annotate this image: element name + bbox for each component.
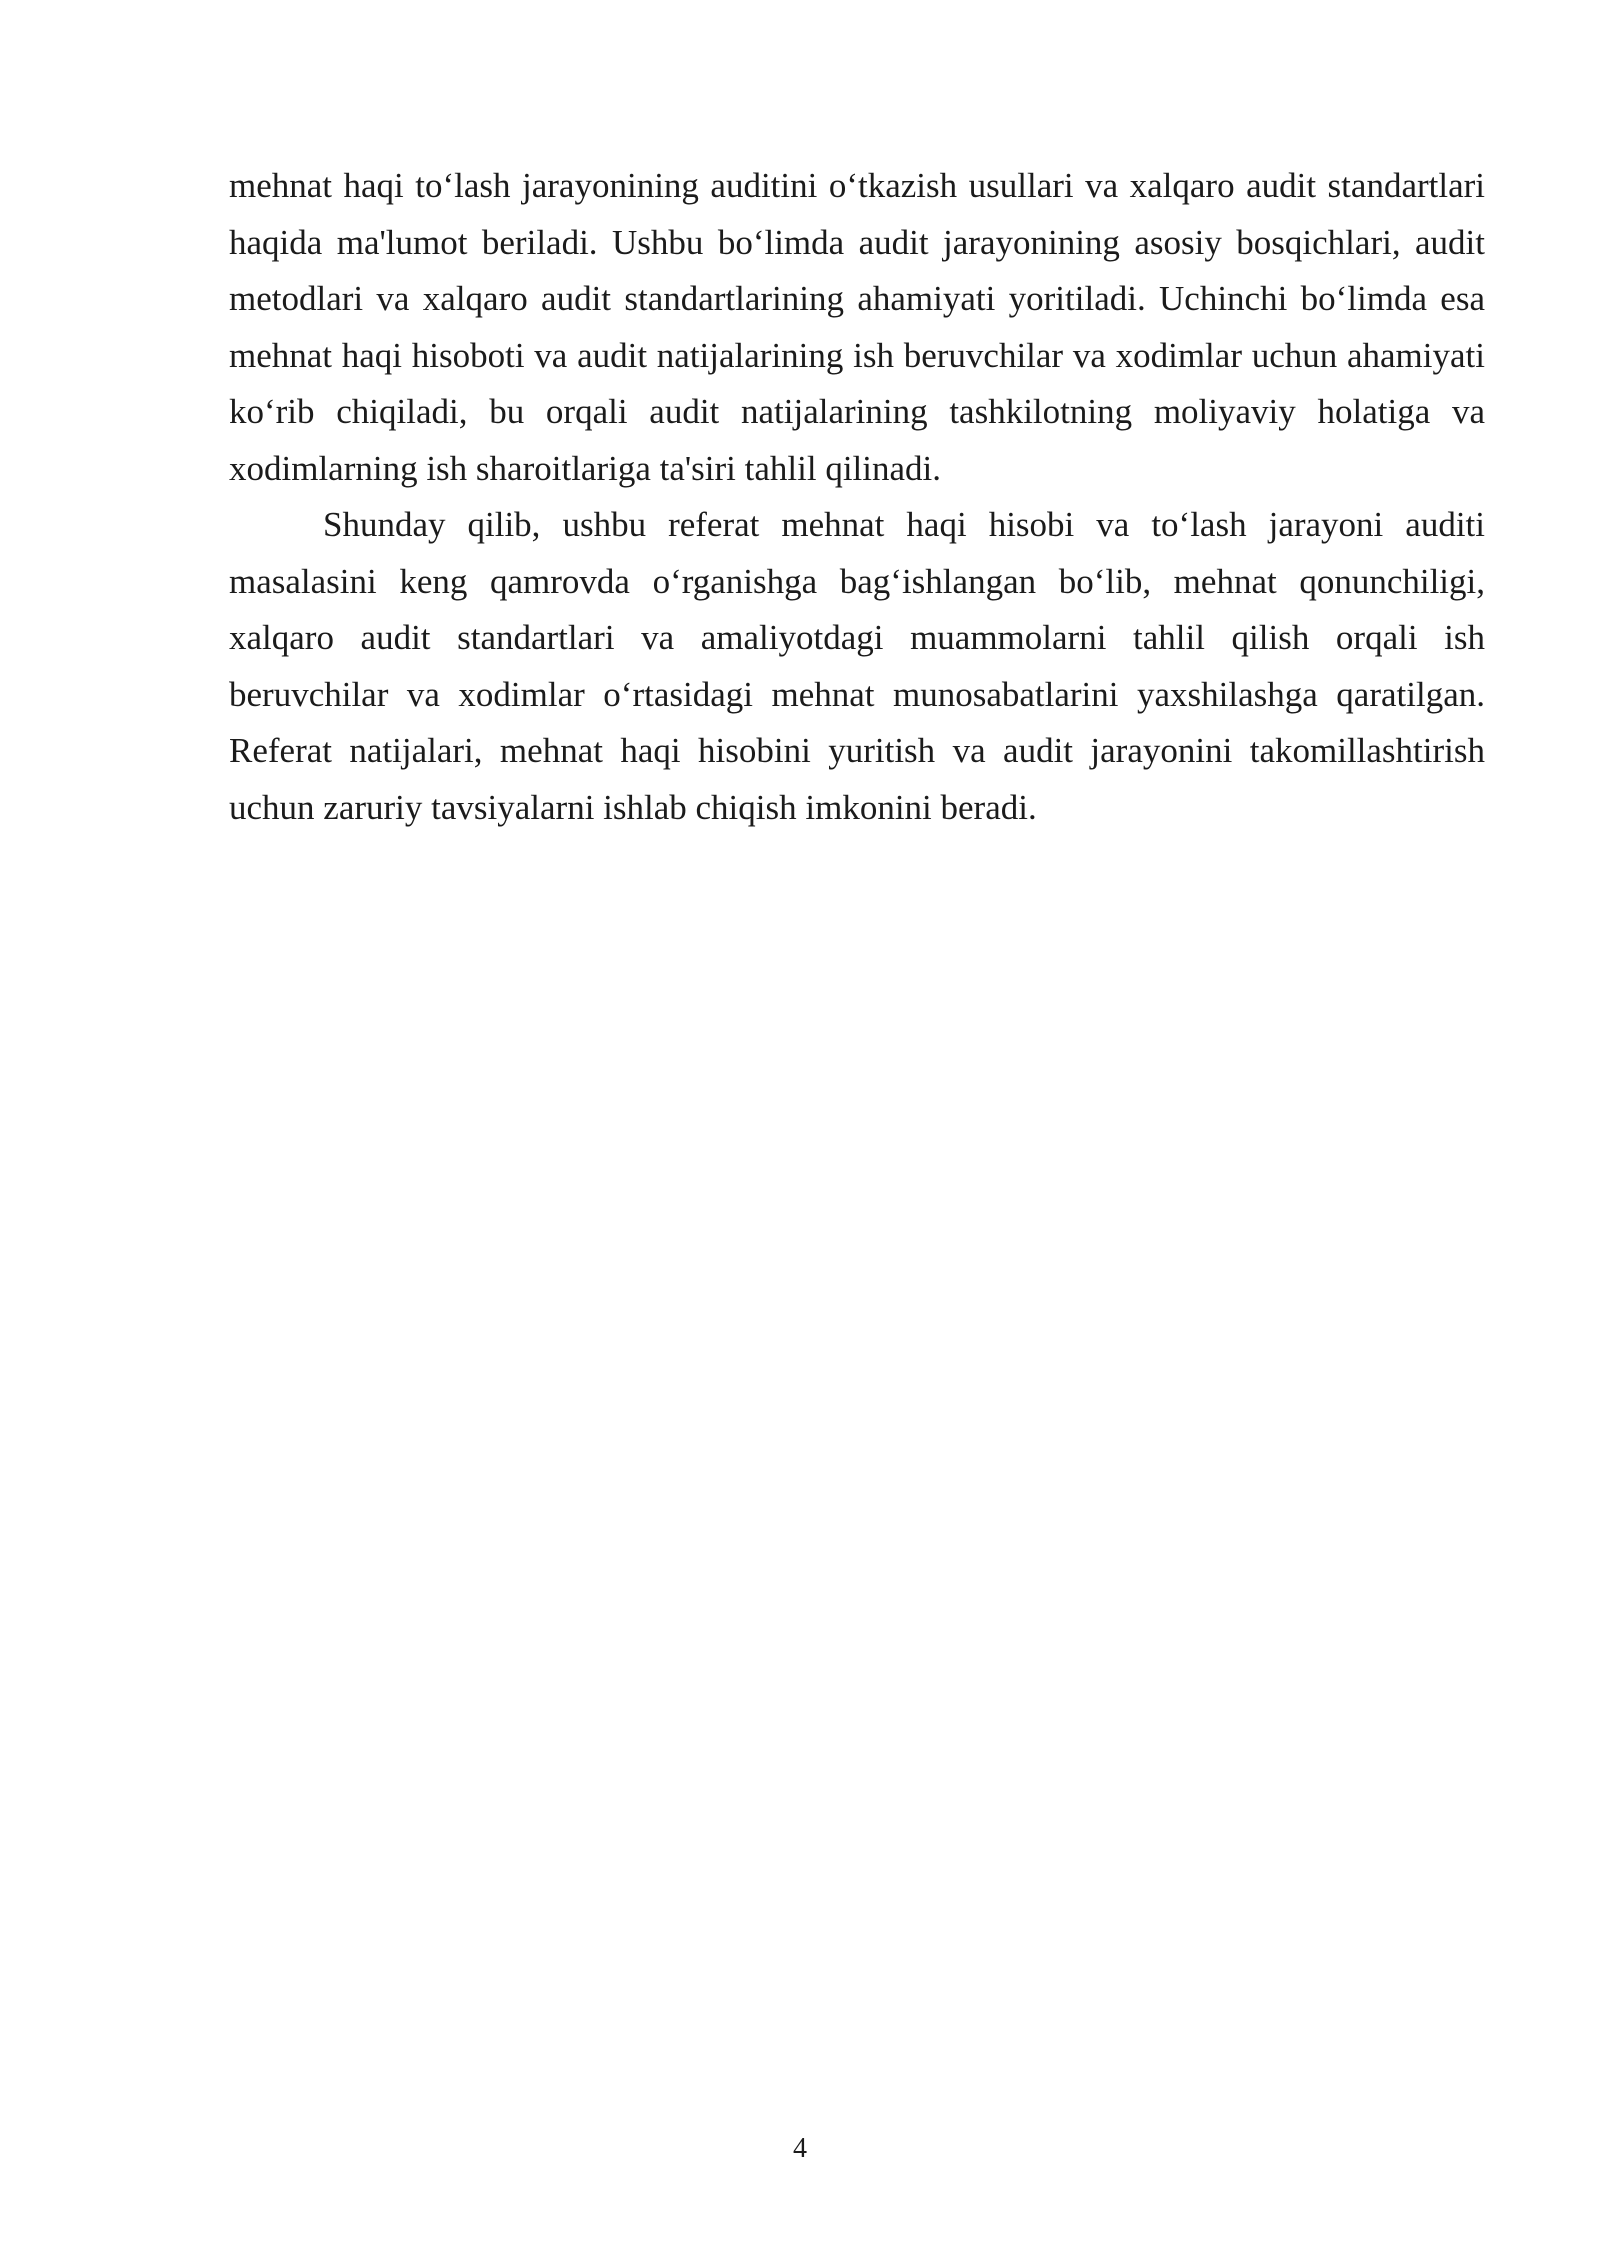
paragraph-continuation: mehnat haqi to‘lash jarayonining auditini o‘tkazish usullari va xalqaro audit standartlari haqida ma'lumot beriladi. Ushbu bo‘limda audit jarayonining asosiy bosqichlari, audit metodlari va xalqaro audit standartlarining ahamiyati yoritiladi. Uchinchi bo‘limda esa mehnat haqi hisoboti va audit natijalarining ish beruvchilar va xodimlar uchun ahamiyati ko‘rib chiqiladi, bu orqali audit natijalarining tashkilotning moliyaviy holatiga va xodimlarning ish sharoitlariga ta'siri tahlil qilinadi. bbox=[229, 166, 1485, 488]
paragraph-conclusion: Shunday qilib, ushbu referat mehnat haqi hisobi va to‘lash jarayoni auditi masalasini keng qamrovda o‘rganishga bag‘ishlangan bo‘lib, mehnat qonunchiligi, xalqaro audit standartlari va amaliyotdagi muammolarni tahlil qilish orqali ish beruvchilar va xodimlar o‘rtasidagi mehnat munosabatlarini yaxshilashga qaratilgan. Referat natijalari, mehnat haqi hisobini yuritish va audit jarayonini takomillashtirish uchun zaruriy tavsiyalarni ishlab chiqish imkonini beradi. bbox=[229, 505, 1485, 827]
page-number: 4 bbox=[793, 2133, 807, 2164]
body-text bbox=[229, 158, 1485, 836]
